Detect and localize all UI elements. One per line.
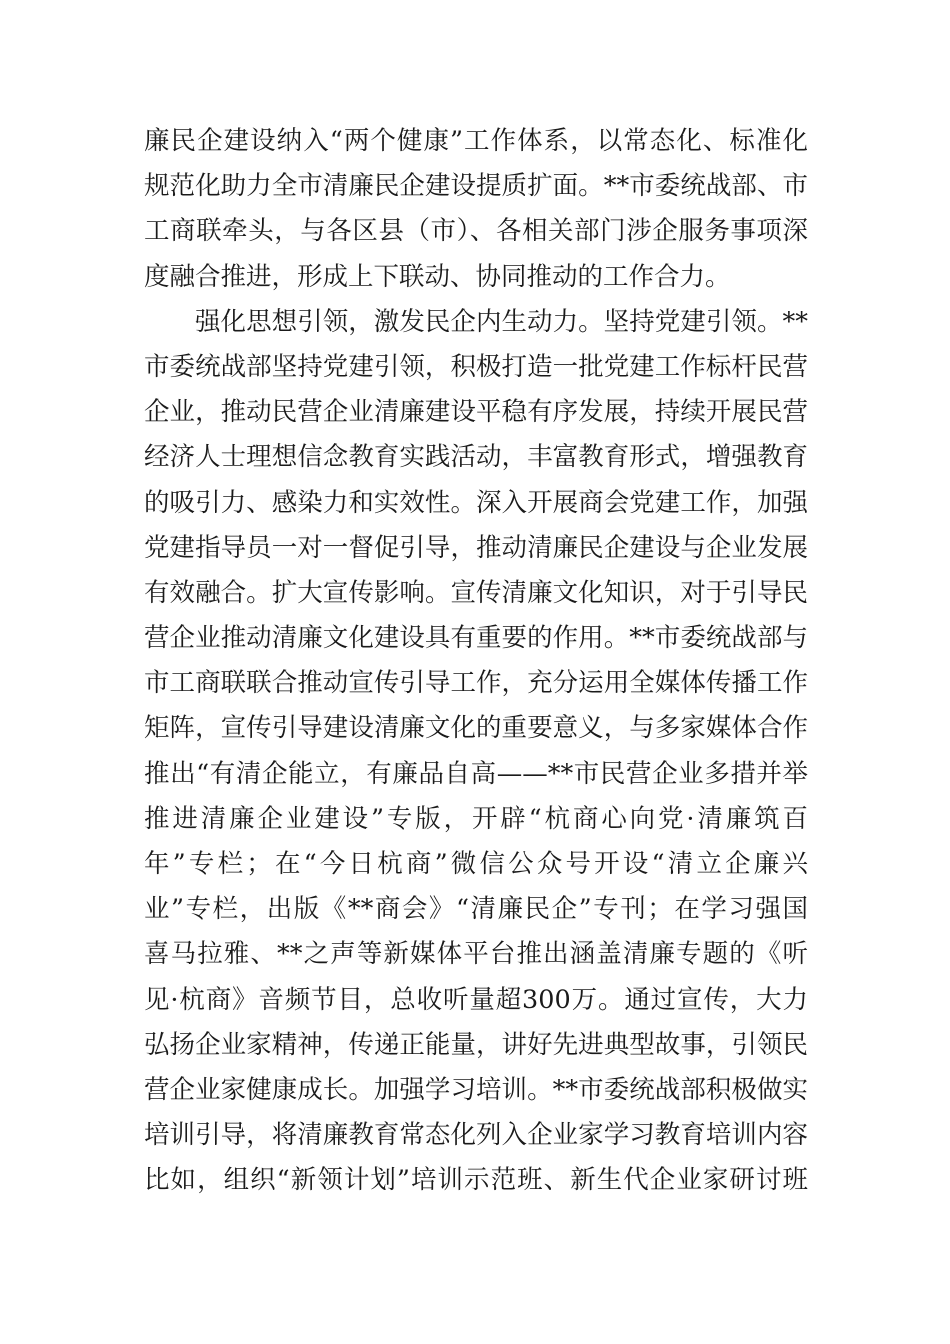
text-line-20: 见·杭商》音频节目，总收听量超300万。通过宣传，大力 <box>144 984 808 1015</box>
text-line-3: 工商联牵头，与各区县（市）、各相关部门涉企服务事项深 <box>144 216 808 247</box>
text-line-24: 比如，组织“新领计划”培训示范班、新生代企业家研讨班 <box>144 1165 808 1196</box>
text-line-6: 市委统战部坚持党建引领，积极打造一批党建工作标杆民营 <box>144 351 808 382</box>
body-text <box>144 119 808 1204</box>
text-line-14: 矩阵，宣传引导建设清廉文化的重要意义，与多家媒体合作 <box>144 713 808 744</box>
text-line-22: 营企业家健康成长。加强学习培训。**市委统战部积极做实 <box>144 1074 808 1105</box>
text-line-23: 培训引导，将清廉教育常态化列入企业家学习教育培训内容 <box>144 1120 808 1151</box>
text-line-8: 经济人士理想信念教育实践活动，丰富教育形式，增强教育 <box>144 442 808 473</box>
text-line-2: 规范化助力全市清廉民企建设提质扩面。**市委统战部、市 <box>144 171 808 202</box>
text-line-1: 廉民企建设纳入“两个健康”工作体系，以常态化、标准化 <box>144 126 808 156</box>
text-line-7: 企业，推动民营企业清廉建设平稳有序发展，持续开展民营 <box>144 397 808 428</box>
text-line-16: 推进清廉企业建设”专版，开辟“杭商心向党·清廉筑百 <box>144 803 808 834</box>
text-line-10: 党建指导员一对一督促引导，推动清廉民企建设与企业发展 <box>144 532 808 563</box>
text-line-19: 喜马拉雅、**之声等新媒体平台推出涵盖清廉专题的《听 <box>144 939 808 970</box>
text-line-9: 的吸引力、感染力和实效性。深入开展商会党建工作，加强 <box>144 487 808 518</box>
text-line-11: 有效融合。扩大宣传影响。宣传清廉文化知识，对于引导民 <box>144 577 808 608</box>
text-line-5: 强化思想引领，激发民企内生动力。坚持党建引领。** <box>195 306 808 337</box>
text-line-4: 度融合推进，形成上下联动、协同推动的工作合力。 <box>144 261 731 292</box>
text-line-12: 营企业推动清廉文化建设具有重要的作用。**市委统战部与 <box>144 623 808 654</box>
text-line-17: 年”专栏；在“今日杭商”微信公众号开设“清立企廉兴 <box>144 849 808 879</box>
text-line-21: 弘扬企业家精神，传递正能量，讲好先进典型故事，引领民 <box>144 1029 808 1060</box>
text-line-15: 推出“有清企能立，有廉品自高——**市民营企业多措并举 <box>144 758 808 789</box>
text-line-13: 市工商联联合推动宣传引导工作，充分运用全媒体传播工作 <box>144 668 808 699</box>
text-line-18: 业”专栏，出版《**商会》“清廉民企”专刊；在学习强国 <box>144 894 808 925</box>
